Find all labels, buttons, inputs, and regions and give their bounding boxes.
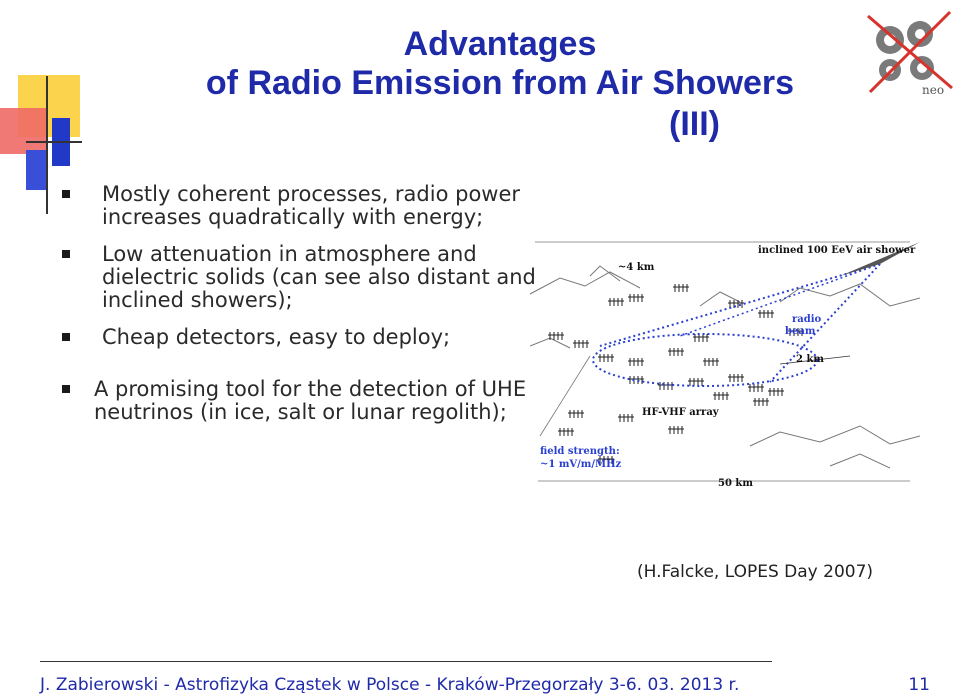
page-number: 11 bbox=[908, 675, 930, 695]
antenna-icon bbox=[668, 348, 684, 356]
label-4km: ~4 km bbox=[618, 262, 655, 273]
square-bullet-icon bbox=[62, 333, 70, 341]
label-shower: inclined 100 EeV air shower bbox=[758, 245, 916, 256]
antenna-icon bbox=[713, 392, 729, 400]
antenna-array-group bbox=[548, 284, 804, 464]
antenna-icon bbox=[658, 382, 674, 390]
antenna-icon bbox=[548, 332, 564, 340]
dim-line-left bbox=[540, 356, 590, 436]
antenna-icon bbox=[673, 284, 689, 292]
radio-detection-diagram bbox=[530, 236, 920, 492]
label-radio: radio bbox=[792, 314, 822, 325]
beam-line-lower bbox=[770, 264, 880, 382]
antenna-icon bbox=[728, 374, 744, 382]
square-bullet-icon bbox=[62, 385, 70, 393]
antenna-icon bbox=[628, 294, 644, 302]
decor-vertical-line bbox=[46, 76, 48, 214]
label-2km: 2 km bbox=[796, 354, 824, 365]
bullet-list-2 bbox=[102, 243, 542, 312]
decor-square-blue bbox=[26, 150, 48, 190]
decor-horizontal-line bbox=[26, 141, 82, 143]
logo-text: neo bbox=[922, 83, 945, 96]
bullet-item-neutrinos: A promising tool for the detection of UHE neutrinos (in ice, salt or lunar regolith); bbox=[94, 378, 534, 424]
antenna-icon bbox=[693, 334, 709, 342]
institute-logo-icon bbox=[862, 6, 958, 96]
antenna-icon bbox=[573, 340, 589, 348]
antenna-icon bbox=[703, 358, 719, 366]
antenna-icon bbox=[758, 310, 774, 318]
bullet-list-1 bbox=[102, 183, 542, 229]
antenna-icon bbox=[598, 354, 614, 362]
mountain-outlines bbox=[530, 266, 920, 468]
figure-citation: (H.Falcke, LOPES Day 2007) bbox=[637, 562, 874, 582]
antenna-icon bbox=[668, 426, 684, 434]
bullet-list-3 bbox=[102, 326, 542, 349]
square-bullet-icon bbox=[62, 250, 70, 258]
bullet-item-cheap: Cheap detectors, easy to deploy; bbox=[102, 326, 542, 349]
beam-line-mid bbox=[680, 264, 880, 336]
antenna-icon bbox=[618, 414, 634, 422]
slide-title-line-2: of Radio Emission from Air Showers bbox=[205, 64, 795, 102]
bullet-list-4 bbox=[94, 378, 534, 424]
label-field-strength: field strength: bbox=[540, 446, 620, 457]
beam-line-upper bbox=[600, 264, 880, 346]
antenna-icon bbox=[608, 298, 624, 306]
label-field-value: ~1 mV/m/MHz bbox=[540, 459, 622, 470]
label-beam: beam bbox=[785, 326, 816, 337]
footer-text: J. Zabierowski - Astrofizyka Cząstek w Polsce - Kraków-Przegorzały 3-6. 03. 2013 r. bbox=[40, 675, 740, 695]
square-bullet-icon bbox=[62, 190, 70, 198]
antenna-icon bbox=[768, 388, 784, 396]
antenna-icon bbox=[628, 376, 644, 384]
bullet-item-coherent: Mostly coherent processes, radio power increases quadratically with energy; bbox=[102, 183, 542, 229]
label-50km: 50 km bbox=[718, 478, 753, 489]
antenna-icon bbox=[628, 358, 644, 366]
antenna-icon bbox=[688, 378, 704, 386]
label-array: HF-VHF array bbox=[642, 407, 719, 418]
antenna-icon bbox=[568, 410, 584, 418]
slide-title-line-1: Advantages bbox=[403, 25, 597, 63]
antenna-icon bbox=[753, 398, 769, 406]
antenna-icon bbox=[748, 384, 764, 392]
decor-square-red bbox=[0, 108, 46, 154]
antenna-icon bbox=[558, 428, 574, 436]
bullet-item-attenuation: Low attenuation in atmosphere and dielectric solids (can see also distant and inclined showers); bbox=[102, 243, 542, 312]
slide-title-line-3: (III) bbox=[669, 105, 720, 143]
footer-divider bbox=[40, 661, 772, 662]
